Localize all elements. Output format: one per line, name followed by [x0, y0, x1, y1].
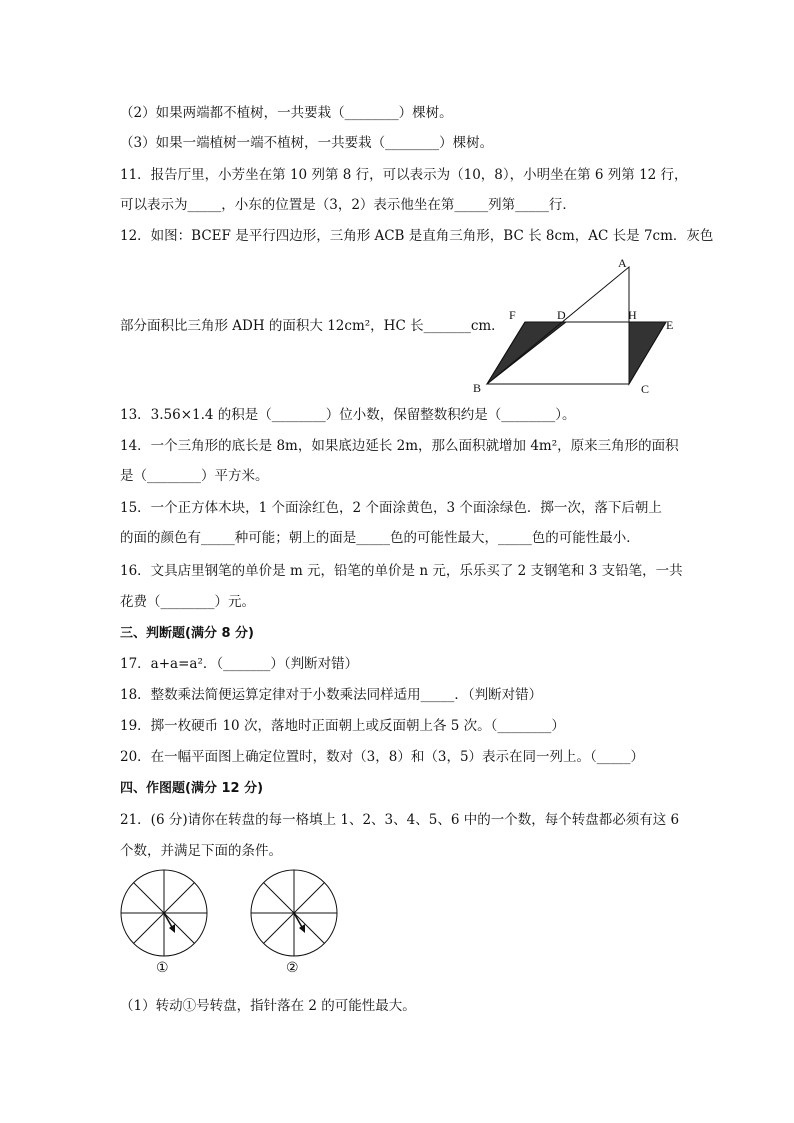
line-q21-condition-1: （1）转动①号转盘，指针落在 2 的可能性最大。 — [120, 998, 416, 1014]
line-q14-b: 是（________）平方米。 — [120, 468, 269, 484]
line-q18: 18．整数乘法简便运算定律对于小数乘法同样适用_____．（判断对错） — [120, 687, 543, 703]
triangle-acb — [487, 267, 629, 384]
line-q21-b: 个数，并满足下面的条件。 — [120, 843, 282, 859]
line-q17: 17．a+a=a²．（_______）（判断对错） — [120, 656, 359, 672]
line-q11-a: 11．报告厅里，小芳坐在第 10 列第 8 行，可以表示为（10，8），小明坐在第 6 列第 12 行， — [120, 167, 688, 183]
label-b: B — [473, 381, 482, 395]
section-heading-drawing: 四、作图题(满分 12 分) — [120, 781, 264, 796]
line-q11-b: 可以表示为_____，小东的位置是（3，2）表示他坐在第_____列第_____行． — [120, 197, 576, 213]
line-q14-a: 14．一个三角形的底长是 8m，如果底边延长 2m，那么面积就增加 4m²，原来三角形的面积 — [120, 438, 679, 454]
spinner-1-label: ① — [156, 961, 169, 976]
line-q10-3: （3）如果一端植树一端不植树，一共要栽（________）棵树。 — [120, 135, 494, 151]
section-heading-judgement: 三、判断题(满分 8 分) — [120, 626, 254, 641]
label-e: E — [666, 318, 674, 332]
label-h: H — [628, 308, 637, 322]
line-q12-b: 部分面积比三角形 ADH 的面积大 12cm²，HC 长_______cm． — [120, 318, 505, 334]
line-q12-a: 12．如图：BCEF 是平行四边形，三角形 ACB 是直角三角形，BC 长 8cm，AC 长是 7cm．灰色 — [120, 228, 714, 244]
line-q19: 19．掷一枚硬币 10 次，落地时正面朝上或反面朝上各 5 次。（________） — [120, 718, 565, 734]
line-q13: 13．3.56×1.4 的积是（________）位小数，保留整数积约是（________）。 — [120, 407, 576, 423]
label-c: C — [641, 382, 650, 396]
line-q15-a: 15．一个正方体木块，1 个面涂红色，2 个面涂黄色，3 个面涂绿色．掷一次，落下后朝上 — [120, 500, 662, 516]
spinner-2-label: ② — [286, 961, 299, 976]
label-d: D — [557, 308, 566, 322]
label-f: F — [509, 308, 516, 322]
line-q10-2: （2）如果两端都不植树，一共要栽（________）棵树。 — [120, 105, 453, 121]
line-q20: 20．在一幅平面图上确定位置时，数对（3，8）和（3，5）表示在同一列上。（_____） — [120, 749, 645, 765]
line-q21-a: 21．(6 分)请你在转盘的每一格填上 1、2、3、4、5、6 中的一个数，每个转盘都必须有这 6 — [120, 812, 680, 828]
spinner-1 — [118, 867, 210, 979]
parallelogram-figure — [470, 252, 685, 400]
label-a: A — [618, 256, 627, 270]
line-q16-a: 16．文具店里钢笔的单价是 m 元，铅笔的单价是 n 元，乐乐买了 2 支钢笔和 3 支铅笔，一共 — [120, 563, 683, 579]
line-q16-b: 花费（________）元。 — [120, 594, 255, 610]
spinner-2 — [248, 867, 340, 979]
line-q15-b: 的面的颜色有_____种可能；朝上的面是_____色的可能性最大，_____色的可能性最小． — [120, 530, 640, 546]
